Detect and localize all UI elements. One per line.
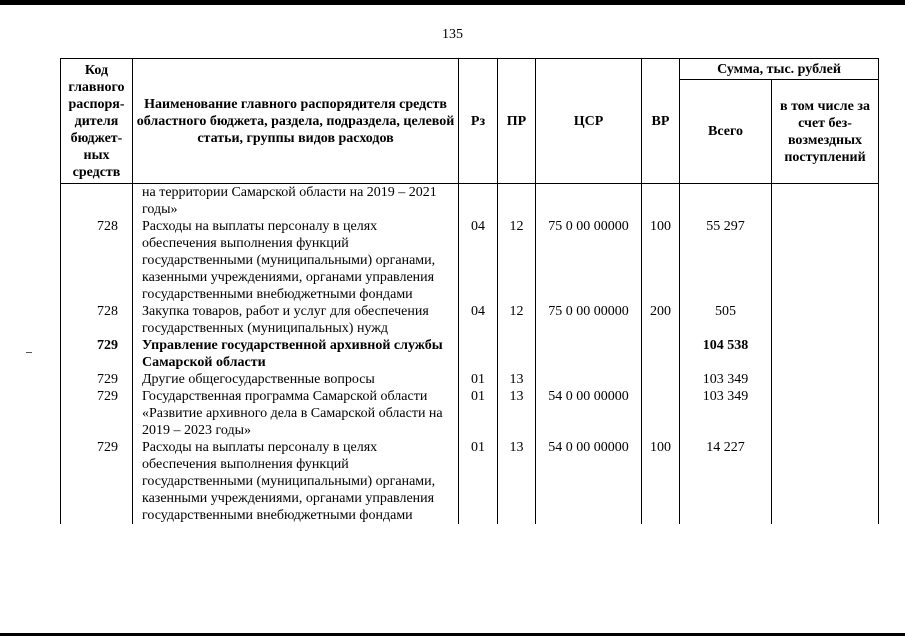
cell-code: 729	[61, 337, 133, 371]
header-incl: в том числе за счет без-возмездных поступлений	[772, 80, 879, 184]
table-row	[61, 337, 879, 371]
header-name: Наименование главного распорядителя средств областного бюджета, раздела, подраздела, целевой статьи, группы видов расходов	[133, 59, 459, 184]
cell-csr: 75 0 00 00000	[536, 303, 642, 337]
cell-incl	[772, 337, 879, 371]
cell-incl	[772, 218, 879, 303]
page-number: 135	[442, 27, 463, 42]
header-rz: Рз	[459, 59, 498, 184]
cell-incl	[772, 303, 879, 337]
cell-vr: 200	[642, 303, 680, 337]
cell-name: Закупка товаров, работ и услуг для обеспечения государственных (муниципальных) нужд	[133, 303, 459, 337]
cell-rz	[459, 184, 498, 219]
table-row	[61, 303, 879, 337]
cell-csr	[536, 371, 642, 388]
cell-code: 728	[61, 218, 133, 303]
cell-vr	[642, 388, 680, 439]
cell-csr: 54 0 00 00000	[536, 439, 642, 524]
cell-total	[680, 184, 772, 219]
header-csr: ЦСР	[536, 59, 642, 184]
cell-vr: 100	[642, 218, 680, 303]
cell-code: 728	[61, 303, 133, 337]
header-total: Всего	[680, 80, 772, 184]
cell-code: 729	[61, 439, 133, 524]
cell-code	[61, 184, 133, 219]
cell-csr	[536, 184, 642, 219]
cell-pr: 13	[498, 439, 536, 524]
header-sum: Сумма, тыс. рублей	[680, 59, 879, 80]
cell-csr	[536, 337, 642, 371]
cell-rz	[459, 337, 498, 371]
cell-incl	[772, 388, 879, 439]
table-row	[61, 439, 879, 524]
table-header	[61, 59, 879, 184]
bottom-rule	[0, 633, 905, 636]
cell-csr: 54 0 00 00000	[536, 388, 642, 439]
cell-code: 729	[61, 371, 133, 388]
cell-incl	[772, 184, 879, 219]
cell-csr: 75 0 00 00000	[536, 218, 642, 303]
cell-total: 103 349	[680, 371, 772, 388]
cell-name: Управление государственной архивной службы Самарской области	[133, 337, 459, 371]
cell-pr: 12	[498, 303, 536, 337]
cell-incl	[772, 371, 879, 388]
budget-table	[60, 58, 879, 524]
table-row	[61, 371, 879, 388]
table-row	[61, 184, 879, 219]
table-body	[61, 184, 879, 525]
table-row	[61, 218, 879, 303]
cell-pr: 12	[498, 218, 536, 303]
cell-rz: 01	[459, 388, 498, 439]
cell-pr	[498, 337, 536, 371]
cell-name: Расходы на выплаты персоналу в целях обеспечения выполнения функций государственными (муниципальными) органами, казенными учреждениями, органами управления государственными внебюджетными фондами	[133, 218, 459, 303]
cell-rz: 04	[459, 218, 498, 303]
header-code: Код главного распоря-дителя бюджет-ных средств	[61, 59, 133, 184]
cell-total: 14 227	[680, 439, 772, 524]
cell-rz: 01	[459, 371, 498, 388]
header-pr: ПР	[498, 59, 536, 184]
table-row	[61, 388, 879, 439]
cell-total: 505	[680, 303, 772, 337]
cell-total: 103 349	[680, 388, 772, 439]
cell-vr	[642, 337, 680, 371]
cell-rz: 01	[459, 439, 498, 524]
header-vr: ВР	[642, 59, 680, 184]
cell-pr	[498, 184, 536, 219]
cell-name: Государственная программа Самарской области «Развитие архивного дела в Самарской области на 2019 – 2023 годы»	[133, 388, 459, 439]
cell-name: Другие общегосударственные вопросы	[133, 371, 459, 388]
cell-vr	[642, 184, 680, 219]
cell-name: на территории Самарской области на 2019 – 2021 годы»	[133, 184, 459, 219]
cell-vr	[642, 371, 680, 388]
cell-incl	[772, 439, 879, 524]
cell-total: 104 538	[680, 337, 772, 371]
cell-vr: 100	[642, 439, 680, 524]
scan-mark	[26, 352, 32, 353]
cell-total: 55 297	[680, 218, 772, 303]
cell-code: 729	[61, 388, 133, 439]
top-rule	[0, 0, 905, 5]
cell-pr: 13	[498, 371, 536, 388]
cell-rz: 04	[459, 303, 498, 337]
cell-name: Расходы на выплаты персоналу в целях обеспечения выполнения функций государственными (муниципальными) органами, казенными учреждениями, органами управления государственными внебюджетными фондами	[133, 439, 459, 524]
cell-pr: 13	[498, 388, 536, 439]
